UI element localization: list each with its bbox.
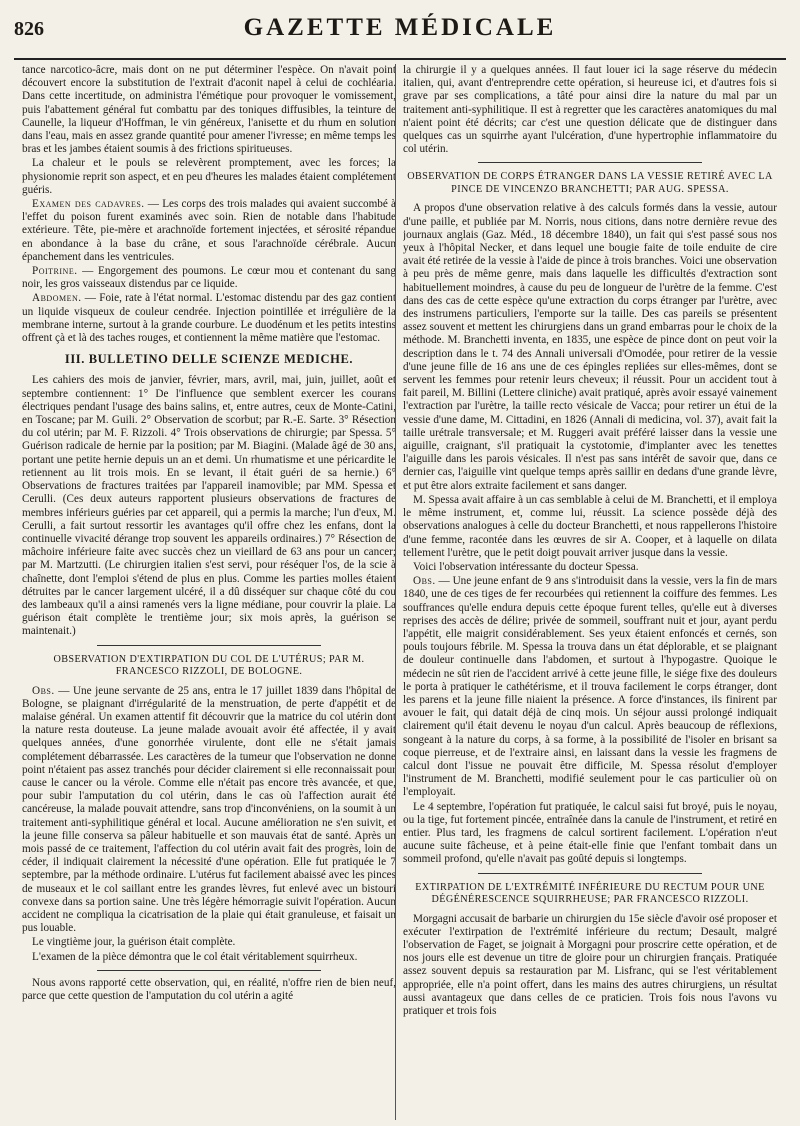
separator (478, 873, 702, 874)
paragraph: Abdomen. — Foie, rate à l'état normal. L'estomac distendu par des gaz contient un liquide visqueux de couleur cendrée. Injection pointillée et irrégulière de la membrane interne, surtout à la grande courbure. Le duodénum et les petits intestins offrent çà et là des taches rouges, et contiennent la même matière que l'estomac. (22, 292, 396, 345)
subheading: Abdomen. (32, 292, 82, 305)
obs-label: Obs. (32, 684, 55, 697)
paragraph: Poitrine. — Engorgement des poumons. Le cœur mou et contenant du sang noir, les gros vaisseaux distendus par ce liquide. (22, 265, 396, 291)
paragraph: Le 4 septembre, l'opération fut pratiquée, le calcul saisi fut broyé, puis le noyau, ou la tige, fut fortement pincée, entraînée dans la canule de l'instrument, et retiré en entier. Plus tard, les fragmens de calcul sortirent facilement. L'opération n'eut aucune suite fâcheuse, et à peine était-elle finie que l'enfant tombait dans un sommeil profond, qu'elle n'avait pas goûté depuis si longtemps. (403, 800, 777, 866)
page-header (14, 14, 786, 44)
separator (97, 645, 321, 646)
article-title: OBSERVATION DE CORPS ÉTRANGER DANS LA VESSIE RETIRÉ AVEC LA PINCE DE VINCENZO BRANCHETTI; PAR AUG. SPESSA. (407, 171, 773, 195)
paragraph: Le vingtième jour, la guérison était complète. (32, 936, 236, 949)
paragraph: Les cahiers des mois de janvier, février, mars, avril, mai, juin, juillet, août et septembre contiennent: 1° De l'influence que semblent exercer les courans électriques pendant l'usage des bains salins, et, entre autres, ceux de Monte-Catini, en Toscane; par M. Guili. 2° Observation de scorbut; par R.-E. Sarte. 3° Résection du col utérin; par M. F. Rizzoli. 4° Trois observations de chirurgie; par Spessa. 5° Guérison radicale de hernie par la position; par M. Biagini. (Malade âgé de 30 ans, portant une petite hernie depuis un an et demi. Un rhumatisme et une péricardite le retiennent au lit trois mois. En se levant, il était guéri de sa hernie.) 6° Observations de fractures traitées par l'appareil inamovible; par MM. Spessa et Cerulli. (Ces deux auteurs rapportent plusieurs observations de fractures de membres inférieurs guéries par cet appareil, qui a permis la marche; l'un d'eux, M. Cerulli, a fait surtout ressortir les avantages qu'il offre chez les enfans, dont la continuelle vivacité dérange trop souvent les appareils ordinaires.) 7° Résection de mâchoire inférieure faite avec succès chez un vieillard de 63 ans pour un cancer; par M. Martzutti. (Le chirurgien italien s'est servi, pour réséquer l'os, de la scie à chaînette, dont l'emploi s'étend de plus en plus. Comme les parties molles étaient détruites par le cancer largement ulcéré, il a dû disséquer sur chaque côté du cou des lambeaux qu'il a ainsi ramenés vers la ligne médiane, pour couvrir la plaie. La guérison était complète le trentième jour; six mois après, la guérison se maintenait.) (22, 374, 396, 638)
separator (478, 162, 702, 163)
paragraph: la chirurgie il y a quelques années. Il faut louer ici la sage réserve du médecin italien, qui, avant d'entreprendre cette opération, si heureuse ici, et d'autres fois si grave par ses complications, a tâté pour ainsi dire la nature du mal par un traitement anti-syphilitique. Il est à regretter que les caractères anatomiques du mal n'aient point été décrits; car c'est une question délicate que de distinguer dans quelques cas un squirrhe ayant l'ulcération, d'une hypertrophie inflammatoire du col utérin. (403, 64, 777, 156)
paragraph: L'examen de la pièce démontra que le col était véritablement squirrheux. (32, 950, 358, 963)
paragraph: Morgagni accusait de barbarie un chirurgien du 15e siècle d'avoir osé proposer et exécuter l'extirpation de l'extrémité inférieure du rectum; Desault, malgré l'observation de Faget, se joignait à Morgagni pour proscrire cette opération, et de nos jours elle est devenue un titre de gloire pour un chirurgien français. Pratiquée assez souvent depuis sa restauration par M. Lisfranc, qui se l'est véritablement appropriée, elle n'a point offert, dans les mains des autres chirurgiens, un résultat aussi avantageux que dans celles de ce praticien. Trois fois nous l'avons vu pratiquer et trois fois (403, 912, 777, 1017)
left-column (22, 64, 396, 1114)
obs-label: Obs. (413, 575, 436, 588)
paragraph: Obs. — Une jeune enfant de 9 ans s'introduisit dans la vessie, vers la fin de mars 1840, une de ces tiges de fer recourbées qui retiennent la coiffure des femmes. Les souffrances qu'elle endura depuis cette époque furent telles, qu'elle eut à diverses reprises des accès de délire; privée de sommeil, souffrant nuit et jour, ayant perdu l'appétit, elle maigrit considérablement. Ses yeux étaient enfoncés et cernés, son pouls toujours fébrile. M. Spessa la trouva dans un état déplorable, et se plaignant de douleur continuelle dans l'abdomen, et surtout à l'hypogastre. Quoique le médecin ne sût rien de l'accident arrivé à cette jeune fille, le siége fixe des douleurs le porta à pratiquer le cathétérisme, et il trouva facilement le corps étranger, dont les parens et la jeune fille niaient la présence. A force d'instances, ils finirent par avouer le fait, qui datait déjà de cinq mois. Un séjour aussi prolongé indiquait clairement qu'il était devenu le noyau d'un calcul. Après beaucoup de réflexions, songeant à la nature du corps, à sa forme, à la possibilité de l'isoler en brisant sa coque pierreuse, et de l'extraire ainsi, en laissant dans la vessie les fragmens de calcul dont l'issue ne pouvait être difficile, M. Spessa résolut d'employer l'instrument de M. Branchetti, modifié seulement pour le cas particulier où on l'employait. (403, 575, 777, 799)
paragraph: Nous avons rapporté cette observation, qui, en réalité, n'offre rien de bien neuf, parce que cette question de l'amputation du col utérin a agité (22, 976, 396, 1002)
paragraph: La chaleur et le pouls se relevèrent promptement, avec les forces; la physionomie reprit son aspect, et en peu d'heures les malades étaient complétement guéris. (22, 157, 396, 196)
subheading: Examen des cadavres. (32, 198, 145, 211)
section-title: III. BULLETINO DELLE SCIENZE MEDICHE. (64, 352, 354, 367)
paragraph: Voici l'observation intéressante du docteur Spessa. (413, 560, 639, 573)
paragraph: M. Spessa avait affaire à un cas semblable à celui de M. Branchetti, et il employa le même instrument, et, comme lui, réussit. La science possède déjà des observations analogues à celle du docteur Branchetti, et nous rappellerons l'histoire d'une femme, racontée dans les œuvres de sir A. Cooper, et à laquelle on dilata tellement l'urètre, que le petit doigt pouvait arriver jusque dans la vessie. (403, 493, 777, 559)
paragraph: tance narcotico-âcre, mais dont on ne put déterminer l'espèce. On n'avait point découvert encore la substitution de l'extrait d'aconit napel à celui de cochléaria. Dans cette incertitude, on administra l'émétique pour provoquer le vomissement, puis l'abattement général fut combattu par des toniques diffusibles, la teinture de Caunelle, la liqueur d'Hoffman, le vin généreux, l'anisette et du rhum en solution dans l'eau, mais en assez grande quantité pour amener l'ivresse; en même temps les bras et les jambes étaient soumis à des frictions spiritueuses. (22, 64, 396, 156)
paragraph: Obs. — Une jeune servante de 25 ans, entra le 17 juillet 1839 dans l'hôpital de Bologne, se plaignant d'irrégularité de la menstruation, de perte d'appétit et de malaise général. Un examen attentif fit découvrir que la matrice du col utérin dont la nature resta douteuse. La jeune malade avouait avoir été affectée, il y avait quelques années, d'une gonorrhée virulente, dont elle ne s'était jamais complétement débarrassée. Les caractères de la tumeur que l'observation ne donne point n'étaient pas assez tranchés pour décider clairement si elle reconnaissait pour cause le cancer ou la vérole. Comme elle n'était pas encore très avancée, et que, pour subir l'amputation du col utérin, dans le cas où l'affection aurait été cancéreuse, la malade pouvait attendre, sans trop d'inconvéniens, on la soumit à un traitement anti-syphilitique général et local. Aucune amélioration ne s'en suivit, et la jeune fille conserva sa pâleur habituelle et son mauvais état de santé. Après un mois passé de ce traitement, l'affection du col utérin avait fait des progrès, loin de céder, il indiquait clairement la nécessité d'une opération. Elle fut pratiquée le 7 septembre, par la méthode ordinaire. L'utérus fut facilement abaissé avec les pinces de museaux et le col saillant entre les grandes lèvres, fut enlevé avec un bistouri convexe dans sa portion saine. Une très légère hémorragie suivit l'opération. Aucun accident ne compliqua la cicatrisation de la plaie qui était granuleuse, et faisait un pus louable. (22, 684, 396, 935)
subheading: Poitrine. (32, 265, 78, 278)
article-title: EXTIRPATION DE L'EXTRÉMITÉ INFÉRIEURE DU RECTUM POUR UNE DÉGÉNÉRESCENCE SQUIRRHEUSE; PAR FRANCESCO RIZZOLI. (415, 881, 765, 906)
page-number: 826 (14, 18, 44, 40)
article-title: OBSERVATION D'EXTIRPATION DU COL DE L'UTÉRUS; PAR M. FRANCESCO RIZZOLI, DE BOLOGNE. (53, 653, 365, 678)
paragraph: Examen des cadavres. — Les corps des trois malades qui avaient succombé à l'effet du poison furent examinés avec soin. Rien de notable dans l'habitude extérieure. Tête, pie-mère et arachnoïde fortement injectées, et sérosité répandue en abondance à la base du crâne, et sous l'arachnoïde cérébrale. Aucun épanchement dans les ventricules. (22, 198, 396, 263)
column-divider (395, 64, 396, 1120)
paragraph: A propos d'une observation relative à des calculs formés dans la vessie, autour d'une paille, et publiée par M. Norris, nous citions, dans notre dernière revue des journaux anglais (Gaz. Méd., 18 décembre 1840), un fait qui s'est passé sous nos yeux à l'hôpital Necker, et dans lequel une bougie faite de toile enduite de cire avait été retirée de la vessie à l'aide de pince à trois branches. Voici une observation à peu près de même genre, mais dans laquelle les difficultés d'extraction sont habituellement moindres, à cause du peu de longueur de l'urètre de la femme. C'est dans des cas de cette espèce qu'une extraction du corps étranger par l'urètre, avec des instrumens particuliers, l'emporte sur la taille. Des cas pareils se présentent assez souvent et mettent les chirurgiens dans un grand embarras pour le choix de la méthode. M. Branchetti inventa, en 1835, une espèce de pince dont on peut voir la description dans le t. 74 des Annali universali d'Omodée, pour retirer de la vessie d'une jeune fille de 16 ans une de ces épingles repliées sur elles-mêmes, dont se servent les femmes pour retenir leurs cheveux; il réussit. Pour un accident tout à fait pareil, M. Billini (Lettere cliniche) avait pratiqué, après avoir essayé vainement l'extraction par l'urètre, la taille recto vésicale de Vacca; pour retirer un étui de la vessie d'une dame, M. Cittadini, en 1826 (Annali di medicina, vol. 37), avait fait la taille urétrale transversale; et M. Ruggeri avait préféré laisser dans la vessie une aiguille, craignant, s'il pratiquait la cystotomie, d'implanter avec les tenettes l'aiguille dans les parois vésicales. Il n'est pas sans intérêt de savoir que, dans ce dernier cas, l'aiguille vint quelque temps après saillir en dedans d'une grande lèvre, et put être alors extraite facilement et sans danger. (403, 202, 777, 492)
header-rule (14, 58, 786, 60)
journal-title: GAZETTE MÉDICALE (243, 14, 557, 41)
right-column (403, 64, 777, 1114)
separator (97, 970, 321, 971)
